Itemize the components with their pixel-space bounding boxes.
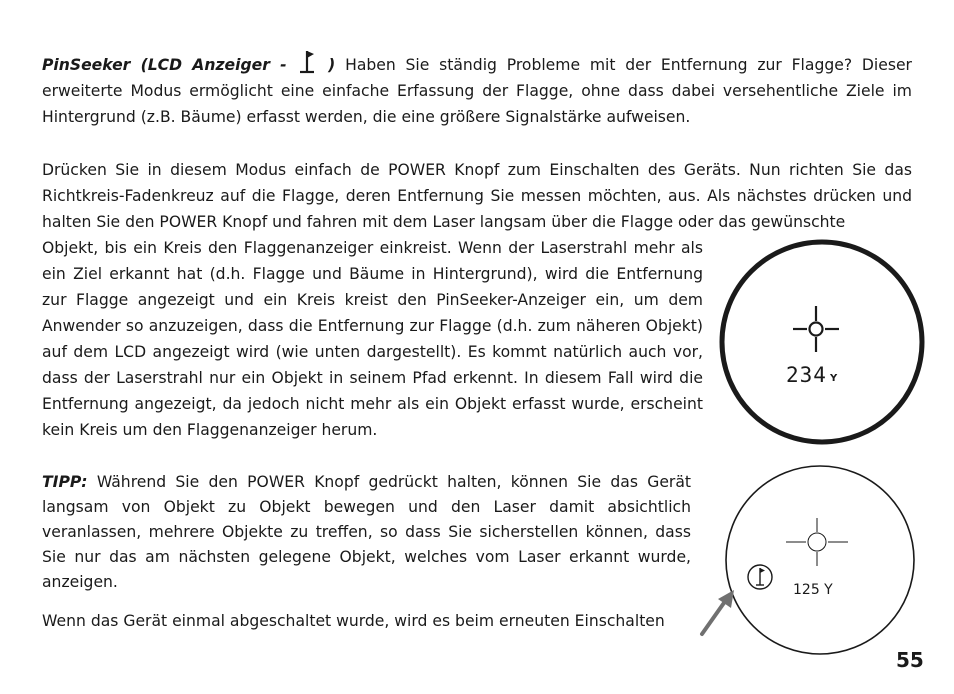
lcd-display-pinseeker-circled — [716, 236, 928, 448]
paragraph-usage-part1: Drücken Sie in diesem Modus einfach de POWER Knopf zum Einschalten des Geräts. Nun richten Sie das Richtkreis-Fadenkreuz auf die Flagge, deren Entfernung Sie messen möchten, aus. Als nächstes drücken und halten Sie den POWER Knopf und fahren mit dem Laser langsam über die Flagge oder das gewünschte — [42, 161, 912, 231]
lcd-distance-unit: Y — [830, 373, 838, 384]
pinseeker-intro-text: Haben Sie ständig Probleme mit der Entfernung zur Flagge? Dieser erweiterte Modus ermöglicht eine einfache Erfassung der Flagge, ohne dass dabei versehentliche Ziele im Hintergrund (z.B. Bäume) erfasst werden, die eine größere Signalstärke aufweisen. — [42, 56, 912, 126]
lcd-display-pinseeker-flag — [722, 462, 918, 658]
pinseeker-heading: PinSeeker (LCD Anzeiger - — [42, 56, 287, 74]
paragraph-pinseeker-intro — [42, 50, 912, 130]
flag-icon — [298, 50, 316, 74]
page-number: 55 — [896, 648, 924, 672]
paragraph-usage-part2: Objekt, bis ein Kreis den Flaggenanzeiger einkreist. Wenn der Laserstrahl mehr als ein Ziel erkannt hat (d.h. Flagge und Bäume in Hintergrund), wird die Entfernung zur Flagge angezeigt und ein Kreis kreist den PinSeeker-Anzeiger ein, um dem Anwender so anzuzeigen, dass die Entfernung zur Flagge (d.h. zum näheren Objekt) auf dem LCD angezeigt wird (wie unten dargestellt). Es kommt natürlich auch vor, dass der Laserstrahl nur ein Objekt in seinem Pfad erkennt. In diesem Fall wird die Entfernung angezeigt, da jedoch nicht mehr als ein Objekt erfasst wurde, erscheint kein Kreis um den Flaggenanzeiger herum. — [42, 239, 703, 439]
paragraph-continued: Wenn das Gerät einmal abgeschaltet wurde, wird es beim erneuten Einschalten — [42, 612, 665, 630]
tip-text: Während Sie den POWER Knopf gedrückt halten, können Sie das Gerät langsam von Objekt zu Objekt bewegen und den Laser damit absichtlich veranlassen, mehrere Objekte zu treffen, so dass Sie sicherstellen können, dass Sie nur das am nächsten gelegene Objekt, welches vom Laser erkannt wurde, anzeigen. — [42, 473, 691, 591]
paragraph-tip — [42, 470, 691, 595]
tip-label: TIPP: — [42, 473, 88, 491]
lcd-distance-readout: 125 Y — [793, 582, 833, 598]
lcd-distance-value: 234 — [786, 363, 827, 387]
pinseeker-heading-close: ) — [328, 56, 336, 74]
pointer-arrow-icon — [698, 588, 738, 638]
